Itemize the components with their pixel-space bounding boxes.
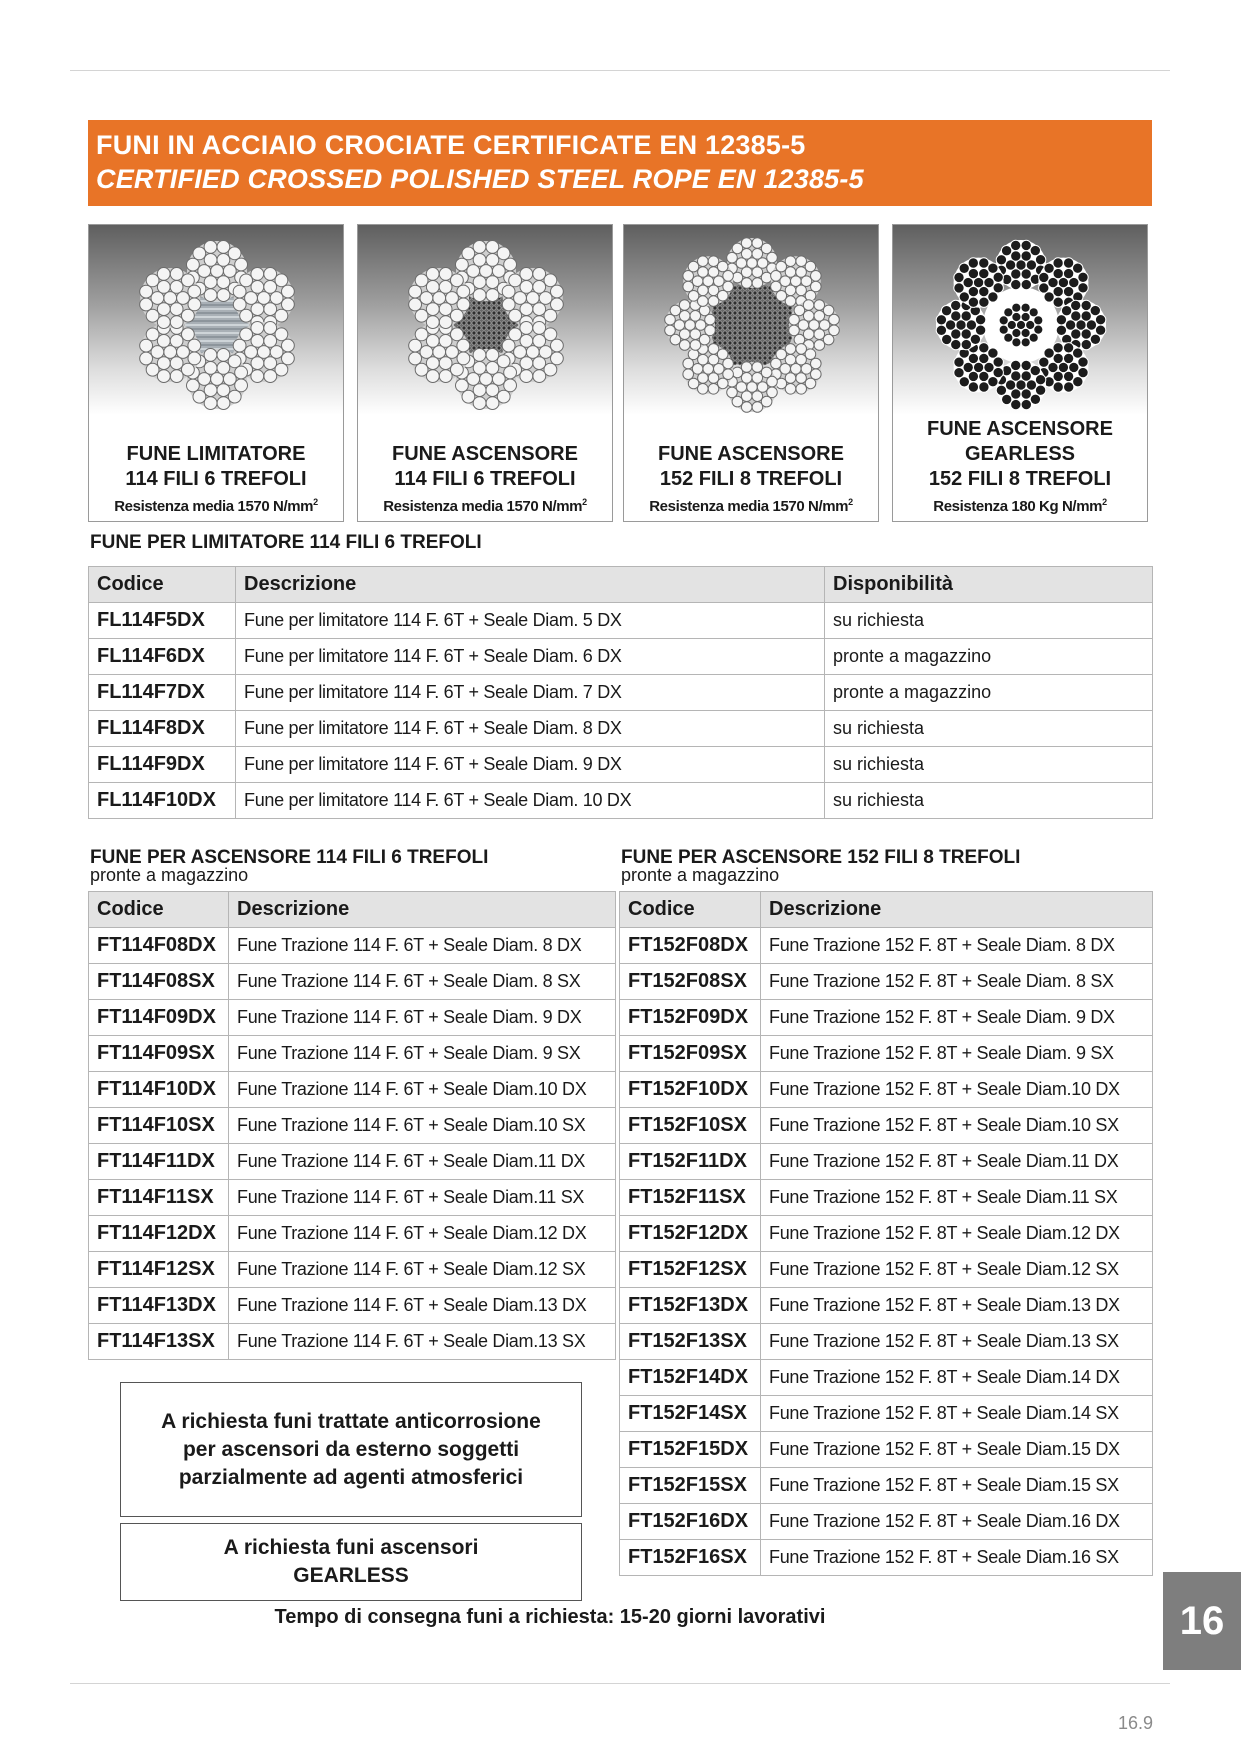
table-cell-desc: Fune per limitatore 114 F. 6T + Seale Diam. 5 DX [236,603,825,639]
product-name: FUNE ASCENSORE [392,443,578,465]
table-row [89,711,1153,747]
anticorrosion-note [120,1382,582,1517]
table-row [89,747,1153,783]
delivery-time-note: Tempo di consegna funi a richiesta: 15-20 giorni lavorativi [274,1606,826,1628]
table-cell-desc: Fune Trazione 114 F. 6T + Seale Diam.10 DX [229,1072,616,1108]
table-cell-desc: Fune Trazione 152 F. 8T + Seale Diam.15 SX [761,1468,1153,1504]
table-cell-desc: Fune Trazione 152 F. 8T + Seale Diam.14 DX [761,1360,1153,1396]
column-header: Descrizione [761,892,1153,928]
ascensore-114-section-title: FUNE PER ASCENSORE 114 FILI 6 TREFOLI [90,847,489,868]
table-row [89,1216,616,1252]
limitatore-section-title: FUNE PER LIMITATORE 114 FILI 6 TREFOLI [90,532,482,553]
table-cell-code: FT152F14DX [620,1360,761,1396]
table-cell-desc: Fune Trazione 114 F. 6T + Seale Diam.12 SX [229,1252,616,1288]
product-wires: 152 FILI 8 TREFOLI [659,468,843,490]
banner-title-it: FUNI IN ACCIAIO CROCIATE CERTIFICATE EN 12385-5 [96,130,806,160]
table-cell-code: FT152F15DX [620,1432,761,1468]
rope-cross-section-image [358,225,614,415]
table-row [89,1288,616,1324]
table-cell-avail: su richiesta [825,747,1153,783]
table-row [620,1180,1153,1216]
table-cell-code: FT152F14SX [620,1396,761,1432]
product-name: FUNE ASCENSORE [658,443,844,465]
table-row [89,675,1153,711]
product-card-gearless [892,224,1148,522]
column-header: Codice [620,892,761,928]
table-cell-desc: Fune Trazione 114 F. 6T + Seale Diam. 9 DX [229,1000,616,1036]
limitatore-table [88,566,1153,819]
table-cell-desc: Fune Trazione 114 F. 6T + Seale Diam.11 DX [229,1144,616,1180]
table-row [89,1000,616,1036]
table-row [89,1108,616,1144]
rope-cross-section-image [624,225,880,415]
table-row [620,1360,1153,1396]
table-cell-avail: su richiesta [825,603,1153,639]
table-cell-avail: su richiesta [825,711,1153,747]
table-cell-desc: Fune Trazione 152 F. 8T + Seale Diam. 9 SX [761,1036,1153,1072]
table-row [89,1144,616,1180]
table-cell-code: FL114F10DX [89,783,236,819]
product-card-ascensore-114 [357,224,613,522]
table-cell-desc: Fune per limitatore 114 F. 6T + Seale Diam. 6 DX [236,639,825,675]
table-cell-code: FT114F13SX [89,1324,229,1360]
table-cell-code: FT114F11DX [89,1144,229,1180]
table-cell-code: FT152F16SX [620,1540,761,1576]
table-cell-desc: Fune Trazione 114 F. 6T + Seale Diam.13 SX [229,1324,616,1360]
table-cell-code: FT114F12SX [89,1252,229,1288]
column-header: Descrizione [236,567,825,603]
table-body [89,603,1153,819]
table-row [620,1324,1153,1360]
product-type: GEARLESS [964,443,1076,465]
column-header: Descrizione [229,892,616,928]
table-cell-code: FT152F13DX [620,1288,761,1324]
table-cell-desc: Fune Trazione 114 F. 6T + Seale Diam.12 DX [229,1216,616,1252]
rope-cross-section-image [893,225,1149,415]
ascensore-152-table [619,891,1153,1576]
table-cell-desc: Fune Trazione 114 F. 6T + Seale Diam. 8 DX [229,928,616,964]
table-row [89,783,1153,819]
table-cell-desc: Fune Trazione 152 F. 8T + Seale Diam.15 DX [761,1432,1153,1468]
table-body [89,928,616,1360]
table-row [620,1216,1153,1252]
table-cell-avail: su richiesta [825,783,1153,819]
table-row [620,928,1153,964]
table-cell-desc: Fune per limitatore 114 F. 6T + Seale Diam. 10 DX [236,783,825,819]
title-banner [88,120,1152,206]
bottom-rule [70,1683,1170,1684]
product-wires: 152 FILI 8 TREFOLI [928,468,1112,490]
table-header-row [89,892,616,928]
table-cell-desc: Fune Trazione 114 F. 6T + Seale Diam.10 SX [229,1108,616,1144]
table-row [620,1072,1153,1108]
table-row [89,1072,616,1108]
table-cell-desc: Fune per limitatore 114 F. 6T + Seale Diam. 7 DX [236,675,825,711]
table-cell-desc: Fune Trazione 152 F. 8T + Seale Diam.10 SX [761,1108,1153,1144]
table-cell-code: FT114F12DX [89,1216,229,1252]
table-cell-code: FL114F7DX [89,675,236,711]
table-cell-desc: Fune Trazione 152 F. 8T + Seale Diam.11 DX [761,1144,1153,1180]
section-tab: 16 [1163,1572,1241,1670]
table-cell-code: FT152F11SX [620,1180,761,1216]
table-cell-code: FL114F9DX [89,747,236,783]
note-line: GEARLESS [293,1564,409,1587]
table-cell-code: FT152F15SX [620,1468,761,1504]
table-row [89,603,1153,639]
table-row [620,1540,1153,1576]
table-cell-desc: Fune Trazione 152 F. 8T + Seale Diam.16 DX [761,1504,1153,1540]
product-caption [89,442,343,517]
table-cell-code: FL114F5DX [89,603,236,639]
table-cell-code: FL114F6DX [89,639,236,675]
table-header-row [620,892,1153,928]
table-row [620,1288,1153,1324]
table-row [620,1468,1153,1504]
table-row [620,1504,1153,1540]
gearless-note [120,1523,582,1601]
table-row [620,1000,1153,1036]
table-cell-code: FT114F09DX [89,1000,229,1036]
product-resistance: Resistenza media 1570 $N/mm^2$ [383,497,587,515]
table-body [620,928,1153,1576]
table-cell-code: FT152F10DX [620,1072,761,1108]
table-row [89,1324,616,1360]
product-card-ascensore-152 [623,224,879,522]
product-caption [624,442,878,517]
table-cell-code: FT152F09SX [620,1036,761,1072]
product-card-limitatore [88,224,344,522]
table-cell-code: FT152F12SX [620,1252,761,1288]
table-cell-code: FT152F16DX [620,1504,761,1540]
table-row [620,1252,1153,1288]
ascensore-114-subtitle: pronte a magazzino [90,865,249,885]
table-cell-code: FT114F10DX [89,1072,229,1108]
column-header: Codice [89,567,236,603]
table-cell-desc: Fune Trazione 152 F. 8T + Seale Diam.12 DX [761,1216,1153,1252]
table-cell-desc: Fune Trazione 114 F. 6T + Seale Diam. 9 SX [229,1036,616,1072]
table-header-row [89,567,1153,603]
table-cell-code: FT152F08SX [620,964,761,1000]
product-resistance: Resistenza media 1570 $N/mm^2$ [649,497,853,515]
table-cell-desc: Fune Trazione 152 F. 8T + Seale Diam. 8 DX [761,928,1153,964]
table-row [89,964,616,1000]
table-row [89,1252,616,1288]
product-caption [358,442,612,517]
table-cell-desc: Fune Trazione 114 F. 6T + Seale Diam.11 SX [229,1180,616,1216]
ascensore-152-section-title: FUNE PER ASCENSORE 152 FILI 8 TREFOLI [621,847,1021,868]
table-cell-desc: Fune per limitatore 114 F. 6T + Seale Diam. 9 DX [236,747,825,783]
table-cell-desc: Fune Trazione 114 F. 6T + Seale Diam. 8 SX [229,964,616,1000]
table-cell-code: FT152F13SX [620,1324,761,1360]
table-cell-desc: Fune Trazione 152 F. 8T + Seale Diam.10 DX [761,1072,1153,1108]
product-caption [893,417,1147,517]
table-row [89,639,1153,675]
table-cell-code: FT114F13DX [89,1288,229,1324]
table-cell-avail: pronte a magazzino [825,675,1153,711]
banner-title-en: CERTIFIED CROSSED POLISHED STEEL ROPE EN 12385-5 [96,164,864,194]
table-row [89,928,616,964]
table-cell-code: FT152F08DX [620,928,761,964]
table-cell-code: FT114F08SX [89,964,229,1000]
column-header: Codice [89,892,229,928]
rope-cross-section-image [89,225,345,415]
table-cell-code: FT152F09DX [620,1000,761,1036]
table-cell-avail: pronte a magazzino [825,639,1153,675]
product-wires: 114 FILI 6 TREFOLI [125,468,307,490]
table-cell-code: FT114F10SX [89,1108,229,1144]
table-row [620,1144,1153,1180]
table-cell-code: FT114F09SX [89,1036,229,1072]
table-row [620,964,1153,1000]
table-cell-code: FT152F10SX [620,1108,761,1144]
table-cell-code: FL114F8DX [89,711,236,747]
table-cell-code: FT152F11DX [620,1144,761,1180]
table-row [620,1108,1153,1144]
top-rule [70,70,1170,71]
table-cell-code: FT114F11SX [89,1180,229,1216]
table-row [620,1036,1153,1072]
table-cell-desc: Fune Trazione 152 F. 8T + Seale Diam. 9 DX [761,1000,1153,1036]
note-line: per ascensori da esterno soggetti [182,1437,520,1461]
table-cell-desc: Fune Trazione 152 F. 8T + Seale Diam. 8 SX [761,964,1153,1000]
column-header: Disponibilità [825,567,1153,603]
table-row [620,1396,1153,1432]
product-resistance: Resistenza 180 Kg $N/mm^2$ [933,497,1107,515]
table-cell-code: FT152F12DX [620,1216,761,1252]
table-cell-code: FT114F08DX [89,928,229,964]
page-number: 16.9 [1118,1713,1154,1733]
table-cell-desc: Fune Trazione 152 F. 8T + Seale Diam.14 SX [761,1396,1153,1432]
note-line: A richiesta funi trattate anticorrosione [161,1409,541,1433]
product-name: FUNE LIMITATORE [126,443,306,465]
table-cell-desc: Fune Trazione 152 F. 8T + Seale Diam.16 SX [761,1540,1153,1576]
product-name: FUNE ASCENSORE [927,418,1113,440]
table-cell-desc: Fune Trazione 152 F. 8T + Seale Diam.13 SX [761,1324,1153,1360]
ascensore-114-table [88,891,616,1360]
ascensore-152-subtitle: pronte a magazzino [621,865,780,885]
table-cell-desc: Fune Trazione 152 F. 8T + Seale Diam.11 SX [761,1180,1153,1216]
table-row [89,1036,616,1072]
table-cell-desc: Fune per limitatore 114 F. 6T + Seale Diam. 8 DX [236,711,825,747]
product-resistance: Resistenza media 1570 $N/mm^2$ [114,497,318,515]
table-row [89,1180,616,1216]
table-cell-desc: Fune Trazione 152 F. 8T + Seale Diam.12 SX [761,1252,1153,1288]
table-cell-desc: Fune Trazione 114 F. 6T + Seale Diam.13 DX [229,1288,616,1324]
note-line: A richiesta funi ascensori [223,1536,479,1559]
table-row [620,1432,1153,1468]
table-cell-desc: Fune Trazione 152 F. 8T + Seale Diam.13 DX [761,1288,1153,1324]
product-wires: 114 FILI 6 TREFOLI [394,468,576,490]
note-line: parzialmente ad agenti atmosferici [178,1465,524,1489]
